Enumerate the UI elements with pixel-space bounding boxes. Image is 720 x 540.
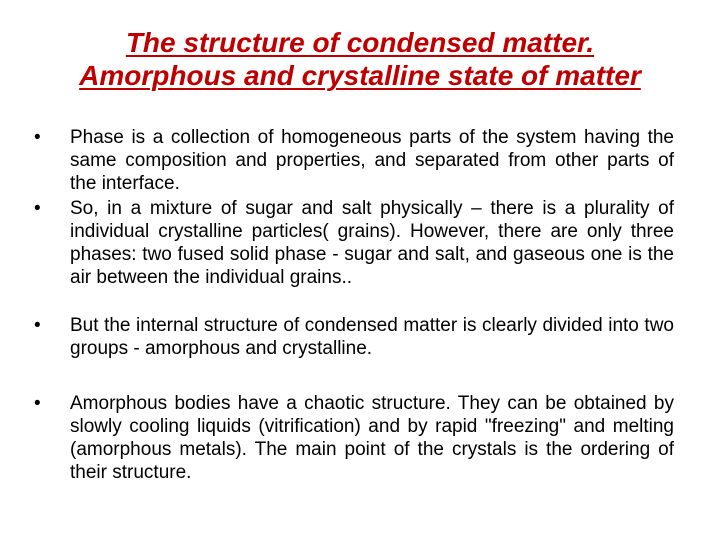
bullet-item-phase-definition [34, 126, 674, 195]
bullet-dot-icon: • [34, 198, 41, 219]
bullet-dot-icon: • [34, 393, 41, 414]
bullet-dot-icon: • [34, 127, 41, 148]
bullet-list [34, 126, 674, 484]
bullet-text: Phase is a collection of homogeneous parts of the system having the same composition and properties, and separated from other parts of the interface. [70, 127, 674, 194]
bullet-dot-icon: • [34, 315, 41, 336]
bullet-item-amorphous-bodies [34, 392, 674, 484]
bullet-text: So, in a mixture of sugar and salt physically – there is a plurality of individual crystalline particles( grains). However, there are only three phases: two fused solid phase - sugar and salt, and gaseous one is the air between the individual grains.. [70, 198, 674, 288]
bullet-text: Amorphous bodies have a chaotic structure. They can be obtained by slowly cooling liquids (vitrification) and by rapid "freezing" and melting (amorphous metals). The main point of the crystals is the ordering of their structure. [70, 393, 674, 483]
title-line-2: Amorphous and crystalline state of matter [79, 60, 641, 91]
bullet-item-sugar-salt [34, 197, 674, 289]
slide-title [0, 26, 720, 92]
title-line-1: The structure of condensed matter. [125, 27, 595, 58]
bullet-text: But the internal structure of condensed matter is clearly divided into two groups - amorphous and crystalline. [70, 315, 674, 359]
bullet-item-internal-structure [34, 314, 674, 360]
